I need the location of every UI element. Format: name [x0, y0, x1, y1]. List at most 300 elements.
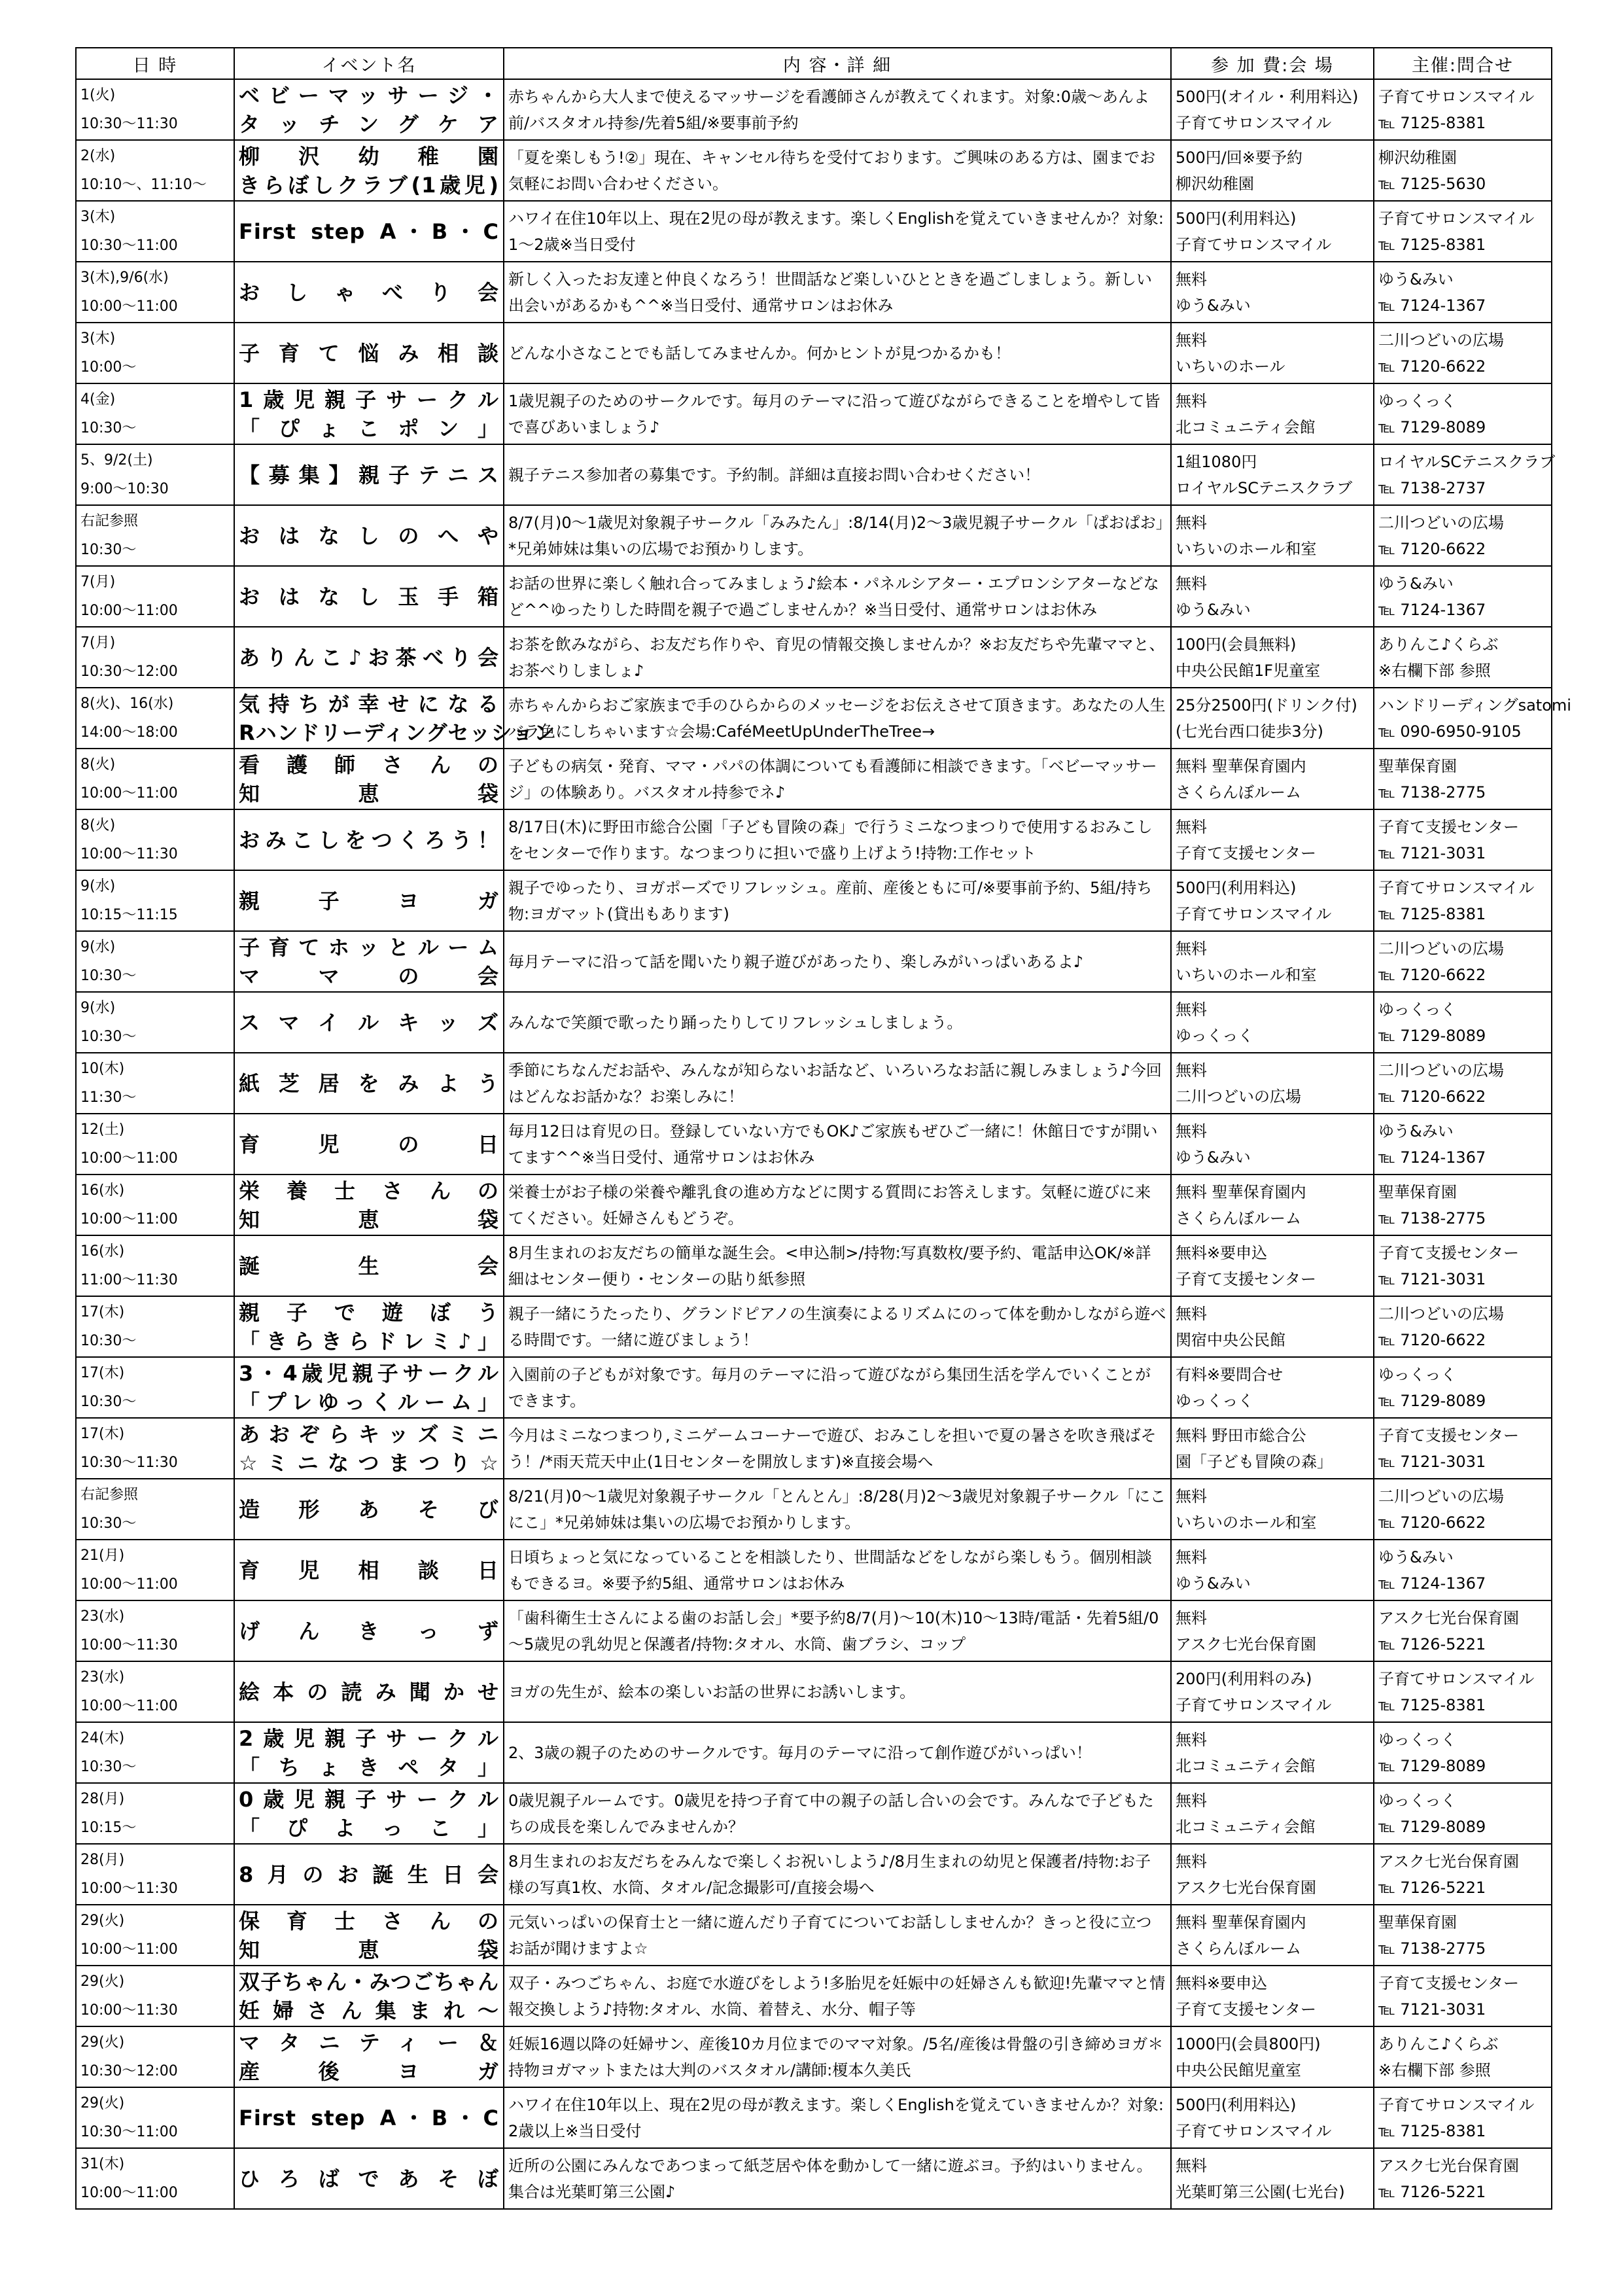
fee-text: 無料	[1176, 1487, 1207, 1506]
organizer-contact: ℡ 7138-2775	[1378, 1209, 1486, 1227]
event-detail: 8/21(月)0～1歳児対象親子サークル「とんとん」:8/28(月)2～3歳児対象親子サークル「にこにこ」*兄弟姉妹は集いの広場でお預かりします。	[504, 1479, 1171, 1540]
event-time: 10:00～11:00	[80, 2184, 178, 2201]
venue-text: いちいのホール和室	[1176, 539, 1317, 558]
date-cell	[76, 1844, 234, 1905]
date-cell	[76, 992, 234, 1053]
date-cell	[76, 566, 234, 627]
organizer-contact: ℡ 7129-8089	[1378, 1026, 1486, 1045]
header-organizer: 主催:問合せ	[1374, 48, 1552, 79]
event-date: 3(木)	[80, 208, 116, 225]
fee-venue-cell	[1171, 1844, 1374, 1905]
event-date: 9(水)	[80, 877, 116, 894]
date-cell	[76, 2148, 234, 2209]
event-date: 17(木)	[80, 1425, 125, 1442]
organizer-cell	[1374, 1844, 1552, 1905]
venue-text: 子育てサロンスマイル	[1176, 235, 1332, 254]
fee-venue-cell	[1171, 931, 1374, 992]
event-name-line: 育児の日	[239, 1131, 499, 1157]
venue-text: ゆっくっく	[1176, 1026, 1254, 1045]
table-row	[76, 1479, 1552, 1540]
event-name-line: 絵本の読み聞かせ	[239, 1679, 499, 1704]
event-detail: 妊娠16週以降の妊婦サン、産後10カ月位までのママ対象。/5名/産後は骨盤の引き締めヨガ＊持物ヨガマットまたは大判のバスタオル/講師:榎本久美氏	[504, 2026, 1171, 2087]
venue-text: 光葉町第三公園(七光台)	[1176, 2182, 1345, 2201]
table-row	[76, 627, 1552, 688]
date-cell	[76, 2026, 234, 2087]
event-time: 10:30～	[80, 967, 137, 984]
event-name-line: 造形あそび	[239, 1496, 499, 1522]
event-name-cell	[234, 383, 504, 444]
organizer-cell	[1374, 323, 1552, 383]
fee-venue-cell	[1171, 383, 1374, 444]
organizer-contact: ℡ 7124-1367	[1378, 1574, 1486, 1593]
event-time: 10:30～11:30	[80, 1454, 178, 1471]
organizer-cell	[1374, 1722, 1552, 1783]
event-name-cell	[234, 749, 504, 809]
event-name-line: 「ちょきペタ」	[239, 1754, 499, 1780]
event-date: 23(水)	[80, 1608, 125, 1625]
event-date: 29(火)	[80, 1912, 125, 1929]
fee-venue-cell	[1171, 1235, 1374, 1296]
organizer-cell	[1374, 870, 1552, 931]
event-date: 28(月)	[80, 1851, 125, 1868]
fee-venue-cell	[1171, 1479, 1374, 1540]
fee-text: 無料	[1176, 1608, 1207, 1627]
table-row	[76, 1661, 1552, 1722]
event-date: 31(木)	[80, 2155, 125, 2172]
event-time: 10:15～	[80, 1819, 137, 1836]
venue-text: 子育て支援センター	[1176, 1269, 1317, 1288]
organizer-cell	[1374, 79, 1552, 140]
event-name-line: 知恵袋	[239, 1207, 499, 1232]
event-name-line: 0歳児親子サークル	[239, 1786, 499, 1812]
venue-text: いちいのホール和室	[1176, 1513, 1317, 1532]
fee-text: 無料	[1176, 1730, 1207, 1749]
table-row	[76, 1540, 1552, 1600]
fee-venue-cell	[1171, 1296, 1374, 1357]
event-name-line: First step A・B・C	[239, 219, 499, 244]
table-row	[76, 444, 1552, 505]
venue-text: ゆう&みい	[1176, 1148, 1251, 1167]
table-row	[76, 931, 1552, 992]
table-row	[76, 1783, 1552, 1844]
fee-text: 無料	[1176, 1852, 1207, 1871]
fee-venue-cell	[1171, 1600, 1374, 1661]
date-cell	[76, 1783, 234, 1844]
event-date: 3(木)	[80, 330, 116, 347]
event-name-line: 栄養士さんの	[239, 1178, 499, 1203]
fee-text: 無料 聖華保育園内	[1176, 1182, 1306, 1201]
event-time: 10:00～11:00	[80, 1941, 178, 1958]
table-row	[76, 201, 1552, 262]
event-name-line: 育児相談日	[239, 1557, 499, 1583]
event-date: 17(木)	[80, 1364, 125, 1381]
event-name-cell	[234, 992, 504, 1053]
organizer-name: ゆう&みい	[1378, 574, 1454, 593]
event-name-line: おはなし玉手箱	[239, 584, 499, 609]
event-name-line: ☆ミニなつまつり☆	[239, 1450, 499, 1475]
organizer-cell	[1374, 1600, 1552, 1661]
date-cell	[76, 1296, 234, 1357]
table-row	[76, 1905, 1552, 1966]
event-detail: 新しく入ったお友達と仲良くなろう！世間話など楽しいひとときを過ごしましょう。新しい出会いがあるかも^^※当日受付、通常サロンはお休み	[504, 262, 1171, 323]
event-detail: ヨガの先生が、絵本の楽しいお話の世界にお誘いします。	[504, 1661, 1171, 1722]
fee-venue-cell	[1171, 627, 1374, 688]
organizer-cell	[1374, 383, 1552, 444]
table-row	[76, 1966, 1552, 2026]
date-cell	[76, 262, 234, 323]
event-time: 11:00～11:30	[80, 1271, 178, 1288]
event-date: 7(月)	[80, 573, 116, 590]
event-name-cell	[234, 870, 504, 931]
organizer-cell	[1374, 2026, 1552, 2087]
event-time: 10:00～11:00	[80, 1150, 178, 1167]
date-cell	[76, 1114, 234, 1174]
venue-text: 子育てサロンスマイル	[1176, 2121, 1332, 2140]
venue-text: ゆう&みい	[1176, 600, 1251, 619]
date-cell	[76, 140, 234, 201]
event-detail: 親子でゆったり、ヨガポーズでリフレッシュ。産前、産後ともに可/※要事前予約、5組/持ち物:ヨガマット(貸出もあります)	[504, 870, 1171, 931]
organizer-name: 二川つどいの広場	[1378, 1061, 1504, 1080]
event-name-line: ママの会	[239, 963, 499, 989]
organizer-name: ゆっくっく	[1378, 1000, 1457, 1019]
event-time: 10:30～12:00	[80, 2062, 178, 2079]
organizer-cell	[1374, 1661, 1552, 1722]
venue-text: (七光台西口徒歩3分)	[1176, 722, 1323, 741]
table-row	[76, 809, 1552, 870]
event-date: 右記参照	[80, 1486, 139, 1503]
organizer-name: 子育てサロンスマイル	[1378, 1669, 1535, 1688]
organizer-name: 子育て支援センター	[1378, 1426, 1520, 1445]
organizer-contact: ℡ 090-6950-9105	[1378, 722, 1522, 741]
event-time: 10:30～	[80, 1758, 137, 1775]
organizer-contact: ℡ 7129-8089	[1378, 1756, 1486, 1775]
organizer-contact: ※右欄下部 参照	[1378, 2060, 1491, 2079]
event-name-cell	[234, 505, 504, 566]
event-detail: 0歳児親子ルームです。0歳児を持つ子育て中の親子の話し合いの会です。みんなで子どもたちの成長を楽しんでみませんか？	[504, 1783, 1171, 1844]
event-name-line: おみこしをつくろう！	[239, 827, 499, 853]
event-detail: 8月生まれのお友だちの簡単な誕生会。<申込制>/持物:写真数枚/要予約、電話申込OK/※詳細はセンター便り・センターの貼り紙参照	[504, 1235, 1171, 1296]
organizer-name: 子育てサロンスマイル	[1378, 87, 1535, 106]
organizer-contact: ℡ 7125-8381	[1378, 113, 1486, 132]
event-name-line: 親子ヨガ	[239, 888, 499, 913]
date-cell	[76, 1600, 234, 1661]
organizer-contact: ℡ 7138-2775	[1378, 783, 1486, 802]
event-name-cell	[234, 444, 504, 505]
event-name-cell	[234, 931, 504, 992]
event-detail: 8月生まれのお友だちをみんなで楽しくお祝いしよう♪/8月生まれの幼児と保護者/持物:お子様の写真1枚、水筒、タオル/記念撮影可/直接会場へ	[504, 1844, 1171, 1905]
event-name-line: ありんこ♪お茶べり会	[239, 645, 499, 670]
fee-text: 無料	[1176, 330, 1207, 349]
event-name-cell	[234, 1722, 504, 1783]
fee-text: 無料	[1176, 270, 1207, 289]
event-date: 1(火)	[80, 86, 116, 103]
venue-text: さくらんぼルーム	[1176, 1209, 1301, 1227]
date-cell	[76, 79, 234, 140]
header-date: 日 時	[76, 48, 234, 79]
event-detail: 元気いっぱいの保育士と一緒に遊んだり子育てについてお話ししませんか？きっと役に立つお話が聞けますよ☆	[504, 1905, 1171, 1966]
organizer-contact: ℡ 7129-8089	[1378, 1391, 1486, 1410]
organizer-name: 子育て支援センター	[1378, 1973, 1520, 1992]
event-name-line: ひろばであそぼ	[239, 2166, 499, 2191]
date-cell	[76, 201, 234, 262]
organizer-contact: ℡ 7125-8381	[1378, 904, 1486, 923]
fee-text: 無料	[1176, 513, 1207, 532]
organizer-name: ゆっくっく	[1378, 1730, 1457, 1749]
fee-text: 無料	[1176, 1547, 1207, 1566]
fee-venue-cell	[1171, 1174, 1374, 1235]
event-name-cell	[234, 566, 504, 627]
event-time: 10:30～	[80, 1515, 137, 1532]
event-detail: 親子一緒にうたったり、グランドピアノの生演奏によるリズムにのって体を動かしながら遊べる時間です。一緒に遊びましょう！	[504, 1296, 1171, 1357]
organizer-name: ハンドリーディングsatomi	[1378, 696, 1571, 715]
venue-text: アスク七光台保育園	[1176, 1634, 1317, 1653]
table-row	[76, 992, 1552, 1053]
table-row	[76, 870, 1552, 931]
event-date: 右記参照	[80, 512, 139, 529]
event-name-line: 「プレゆっくルーム」	[239, 1389, 499, 1415]
event-detail: 2、3歳の親子のためのサークルです。毎月のテーマに沿って創作遊びがいっぱい！	[504, 1722, 1171, 1783]
header-detail: 内 容・詳 細	[504, 48, 1171, 79]
fee-text: 無料	[1176, 2156, 1207, 2175]
organizer-cell	[1374, 2148, 1552, 2209]
organizer-contact: ℡ 7120-6622	[1378, 539, 1486, 558]
event-time: 10:30～11:30	[80, 115, 178, 132]
event-date: 9(水)	[80, 999, 116, 1016]
event-name-line: 誕生会	[239, 1253, 499, 1279]
event-detail: 今月はミニなつまつり,ミニゲームコーナーで遊び、おみこしを担いで夏の暑さを吹き飛ばそう！/*雨天荒天中止(1日センターを開放します)※直接会場へ	[504, 1418, 1171, 1479]
event-time: 9:00～10:30	[80, 480, 169, 497]
organizer-name: アスク七光台保育園	[1378, 2156, 1520, 2175]
fee-text: 無料	[1176, 1791, 1207, 1810]
venue-text: 北コミュニティ会館	[1176, 417, 1316, 436]
event-name-cell	[234, 1235, 504, 1296]
organizer-name: ゆっくっく	[1378, 1365, 1457, 1384]
table-row	[76, 2148, 1552, 2209]
event-detail: 日頃ちょっと気になっていることを相談したり、世間話などをしながら楽しもう。個別相談もできるヨ。※要予約5組、通常サロンはお休み	[504, 1540, 1171, 1600]
table-row	[76, 323, 1552, 383]
fee-text: 500円(利用料込)	[1176, 878, 1297, 897]
event-name-cell	[234, 1296, 504, 1357]
fee-venue-cell	[1171, 1357, 1374, 1418]
event-name-line: 双子ちゃん・みつごちゃん	[239, 1969, 499, 1994]
table-row	[76, 1053, 1552, 1114]
date-cell	[76, 870, 234, 931]
organizer-name: ゆっくっく	[1378, 1791, 1457, 1810]
organizer-contact: ℡ 7138-2737	[1378, 478, 1486, 497]
date-cell	[76, 1479, 234, 1540]
table-row	[76, 566, 1552, 627]
fee-text: 無料※要申込	[1176, 1243, 1268, 1262]
event-detail: 季節にちなんだお話や、みんなが知らないお話など、いろいろなお話に親しみましょう♪今回はどんなお話かな？お楽しみに！	[504, 1053, 1171, 1114]
organizer-cell	[1374, 1357, 1552, 1418]
table-row	[76, 1600, 1552, 1661]
event-name-cell	[234, 1661, 504, 1722]
fee-venue-cell	[1171, 505, 1374, 566]
organizer-name: 子育てサロンスマイル	[1378, 209, 1535, 228]
event-detail: みんなで笑顔で歌ったり踊ったりしてリフレッシュしましょう。	[504, 992, 1171, 1053]
date-cell	[76, 749, 234, 809]
organizer-contact: ℡ 7120-6622	[1378, 965, 1486, 984]
event-name-line: マタニティー＆	[239, 2030, 499, 2055]
event-date: 8(火)、16(水)	[80, 695, 174, 712]
event-date: 16(水)	[80, 1243, 125, 1260]
event-time: 10:00～11:00	[80, 785, 178, 802]
event-date: 29(火)	[80, 2094, 125, 2111]
venue-text: いちいのホール	[1176, 357, 1285, 376]
event-name-line: 子育て悩み相談	[239, 340, 499, 366]
venue-text: 北コミュニティ会館	[1176, 1817, 1316, 1836]
event-detail: 毎月12日は育児の日。登録していない方でもOK♪ご家族もぜひご一緒に！休館日ですが開いてます^^※当日受付、通常サロンはお休み	[504, 1114, 1171, 1174]
organizer-contact: ℡ 7124-1367	[1378, 600, 1486, 619]
event-time: 10:30～	[80, 419, 137, 436]
organizer-cell	[1374, 1114, 1552, 1174]
event-name-line: 「ぴょこポン」	[239, 415, 499, 441]
event-name-line: あおぞらキッズミニ	[239, 1421, 499, 1447]
organizer-name: 聖華保育園	[1378, 1182, 1457, 1201]
table-row	[76, 1235, 1552, 1296]
fee-venue-cell	[1171, 140, 1374, 201]
organizer-cell	[1374, 444, 1556, 505]
event-name-line: 「きらきらドレミ♪」	[239, 1328, 499, 1354]
date-cell	[76, 931, 234, 992]
venue-text: 中央公民館1F児童室	[1176, 661, 1321, 680]
venue-text: 柳沢幼稚園	[1176, 174, 1254, 193]
date-cell	[76, 505, 234, 566]
fee-text: 有料※要問合せ	[1176, 1365, 1283, 1384]
date-cell	[76, 1174, 234, 1235]
table-row	[76, 749, 1552, 809]
venue-text: アスク七光台保育園	[1176, 1878, 1317, 1897]
event-time: 10:00～11:00	[80, 1576, 178, 1593]
event-date: 2(水)	[80, 147, 116, 164]
event-time: 10:30～	[80, 1393, 137, 1410]
fee-venue-cell	[1171, 444, 1374, 505]
fee-venue-cell	[1171, 1661, 1374, 1722]
event-name-line: 保育士さんの	[239, 1908, 499, 1934]
event-detail: 入園前の子どもが対象です。毎月のテーマに沿って遊びながら集団生活を学んでいくことができます。	[504, 1357, 1171, 1418]
fee-text: 200円(利用料のみ)	[1176, 1669, 1312, 1688]
fee-text: 無料	[1176, 939, 1207, 958]
date-cell	[76, 1905, 234, 1966]
date-cell	[76, 627, 234, 688]
event-detail: お茶を飲みながら、お友だち作りや、育児の情報交換しませんか？※お友だちや先輩ママと、お茶べりしましょ♪	[504, 627, 1171, 688]
event-name-line: 知恵袋	[239, 1937, 499, 1962]
event-name-line: スマイルキッズ	[239, 1010, 499, 1035]
organizer-contact: ℡ 7120-6622	[1378, 1330, 1486, 1349]
event-name-line: 知恵袋	[239, 781, 499, 806]
event-date: 16(水)	[80, 1182, 125, 1199]
organizer-name: アスク七光台保育園	[1378, 1608, 1520, 1627]
organizer-cell	[1374, 1053, 1552, 1114]
date-cell	[76, 1661, 234, 1722]
organizer-contact: ※右欄下部 参照	[1378, 661, 1491, 680]
event-time: 10:30～11:00	[80, 237, 178, 254]
header-event-name: イベント名	[234, 48, 504, 79]
table-row	[76, 2026, 1552, 2087]
event-detail: 「歯科衛生士さんによる歯のお話し会」*要予約8/7(月)～10(木)10～13時/電話・先着5組/0～5歳児の乳幼児と保護者/持物:タオル、水筒、歯ブラシ、コップ	[504, 1600, 1171, 1661]
event-name-line: 【募集】親子テニス	[239, 462, 499, 487]
organizer-name: 子育てサロンスマイル	[1378, 878, 1535, 897]
fee-text: 1組1080円	[1176, 452, 1257, 471]
event-name-cell	[234, 79, 504, 140]
fee-venue-cell	[1171, 201, 1374, 262]
event-name-cell	[234, 1905, 504, 1966]
venue-text: 子育てサロンスマイル	[1176, 1695, 1332, 1714]
event-detail: 双子・みつごちゃん、お庭で水遊びをしよう!多胎児を妊娠中の妊婦さんも歓迎!先輩ママと情報交換しよう♪持物:タオル、水筒、着替え、水分、帽子等	[504, 1966, 1171, 2026]
event-name-line: 親子で遊ぼう	[239, 1299, 499, 1325]
venue-text: さくらんぼルーム	[1176, 783, 1301, 802]
organizer-cell	[1374, 627, 1552, 688]
fee-venue-cell	[1171, 566, 1374, 627]
event-detail: ハワイ在住10年以上、現在2児の母が教えます。楽しくEnglishを覚えていきませんか？対象:1～2歳※当日受付	[504, 201, 1171, 262]
event-name-cell	[234, 201, 504, 262]
event-name-cell	[234, 1479, 504, 1540]
organizer-name: 二川つどいの広場	[1378, 513, 1504, 532]
fee-venue-cell	[1171, 2087, 1374, 2148]
organizer-contact: ℡ 7120-6622	[1378, 1513, 1486, 1532]
organizer-cell	[1374, 201, 1552, 262]
venue-text: 子育てサロンスマイル	[1176, 904, 1332, 923]
fee-venue-cell	[1171, 992, 1374, 1053]
event-time: 10:00～11:00	[80, 1210, 178, 1227]
table-row	[76, 1844, 1552, 1905]
event-date: 4(金)	[80, 391, 116, 408]
organizer-contact: ℡ 7125-8381	[1378, 1695, 1486, 1714]
organizer-contact: ℡ 7120-6622	[1378, 1087, 1486, 1106]
fee-text: 無料	[1176, 1122, 1207, 1140]
event-name-cell	[234, 140, 504, 201]
event-name-cell	[234, 688, 555, 749]
organizer-cell	[1374, 809, 1552, 870]
event-date: 29(火)	[80, 2034, 125, 2051]
event-detail: 赤ちゃんからおご家族まで手のひらからのメッセージをお伝えさせて頂きます。あなたの人生バラ色にしちゃいます☆会場:CaféMeetUpUnderTheTree→	[504, 688, 1171, 749]
event-name-line: 気持ちが幸せになる	[239, 691, 499, 716]
fee-text: 無料	[1176, 574, 1207, 593]
event-name-line: 看護師さんの	[239, 752, 499, 777]
fee-venue-cell	[1171, 809, 1374, 870]
organizer-name: 子育て支援センター	[1378, 817, 1520, 836]
table-row	[76, 1357, 1552, 1418]
fee-venue-cell	[1171, 262, 1374, 323]
event-name-cell	[234, 2026, 504, 2087]
event-name-line: 1歳児親子サークル	[239, 387, 499, 412]
event-detail: 1歳児親子のためのサークルです。毎月のテーマに沿って遊びながらできることを増やして皆で喜びあいましょう♪	[504, 383, 1171, 444]
date-cell	[76, 1053, 234, 1114]
event-name-cell	[234, 1540, 504, 1600]
event-time: 10:30～	[80, 1332, 137, 1349]
organizer-contact: ℡ 7121-3031	[1378, 843, 1486, 862]
table-row	[76, 2087, 1552, 2148]
table-row	[76, 383, 1552, 444]
organizer-cell	[1374, 505, 1552, 566]
table-row	[76, 1296, 1552, 1357]
organizer-cell	[1374, 1235, 1552, 1296]
event-date: 5、9/2(土)	[80, 451, 153, 468]
header-row	[76, 48, 1552, 79]
fee-venue-cell	[1171, 2026, 1374, 2087]
event-date: 8(火)	[80, 817, 116, 834]
event-date: 29(火)	[80, 1973, 125, 1990]
organizer-name: ありんこ♪くらぶ	[1378, 635, 1499, 654]
organizer-cell	[1374, 1174, 1552, 1235]
event-date: 17(木)	[80, 1303, 125, 1320]
venue-text: ゆう&みい	[1176, 296, 1251, 315]
date-cell	[76, 1540, 234, 1600]
event-name-cell	[234, 1966, 504, 2026]
table-row	[76, 1722, 1552, 1783]
organizer-name: アスク七光台保育園	[1378, 1852, 1520, 1871]
event-time: 10:00～11:30	[80, 1880, 178, 1897]
